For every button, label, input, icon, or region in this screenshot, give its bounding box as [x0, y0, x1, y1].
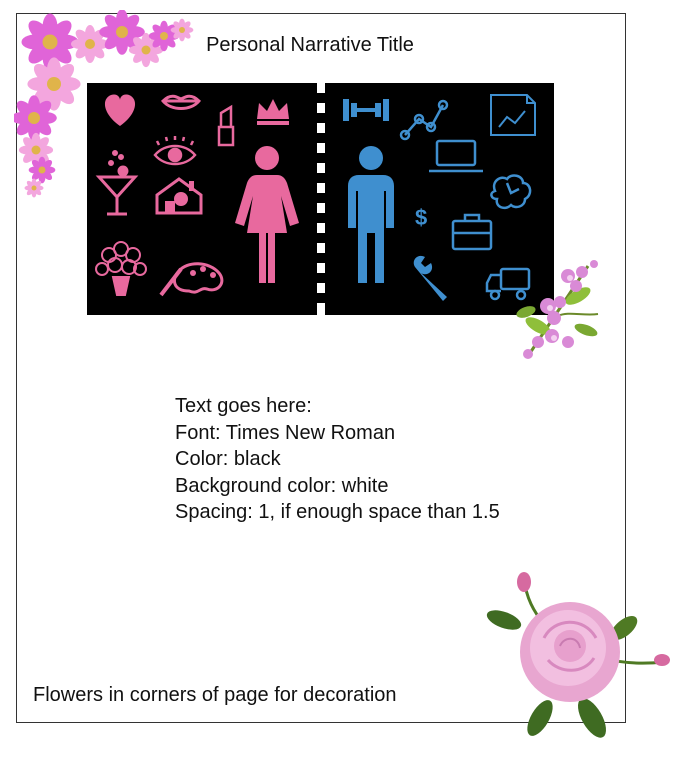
body-line: Color: black	[175, 448, 281, 470]
briefcase-icon	[453, 215, 491, 249]
top-left-flower-decoration	[14, 10, 204, 200]
banner-divider	[317, 83, 325, 315]
body-line: Text goes here:	[175, 395, 312, 417]
body-text-block	[175, 393, 500, 526]
footer-note: Flowers in corners of page for decoration	[33, 684, 397, 706]
dollar-icon: $	[415, 205, 428, 230]
brain-icon	[491, 176, 530, 208]
dumbbell-icon	[343, 99, 389, 121]
woman-icon	[235, 146, 299, 283]
document-icon	[491, 95, 535, 135]
lipstick-icon	[219, 107, 233, 145]
rose-decoration	[484, 568, 680, 744]
man-icon	[348, 146, 394, 283]
bouquet-icon	[96, 242, 146, 295]
body-line: Spacing: 1, if enough space than 1.5	[175, 501, 500, 523]
laptop-icon	[429, 141, 483, 171]
blossom-branch-decoration	[508, 256, 608, 366]
page-title: Personal Narrative Title	[206, 34, 414, 56]
body-line: Background color: white	[175, 474, 389, 497]
body-line: Font: Times New Roman	[175, 421, 396, 444]
crown-icon	[257, 99, 289, 119]
palette-icon	[161, 264, 222, 295]
wrench-icon	[414, 256, 447, 301]
line-chart-icon	[401, 101, 447, 139]
